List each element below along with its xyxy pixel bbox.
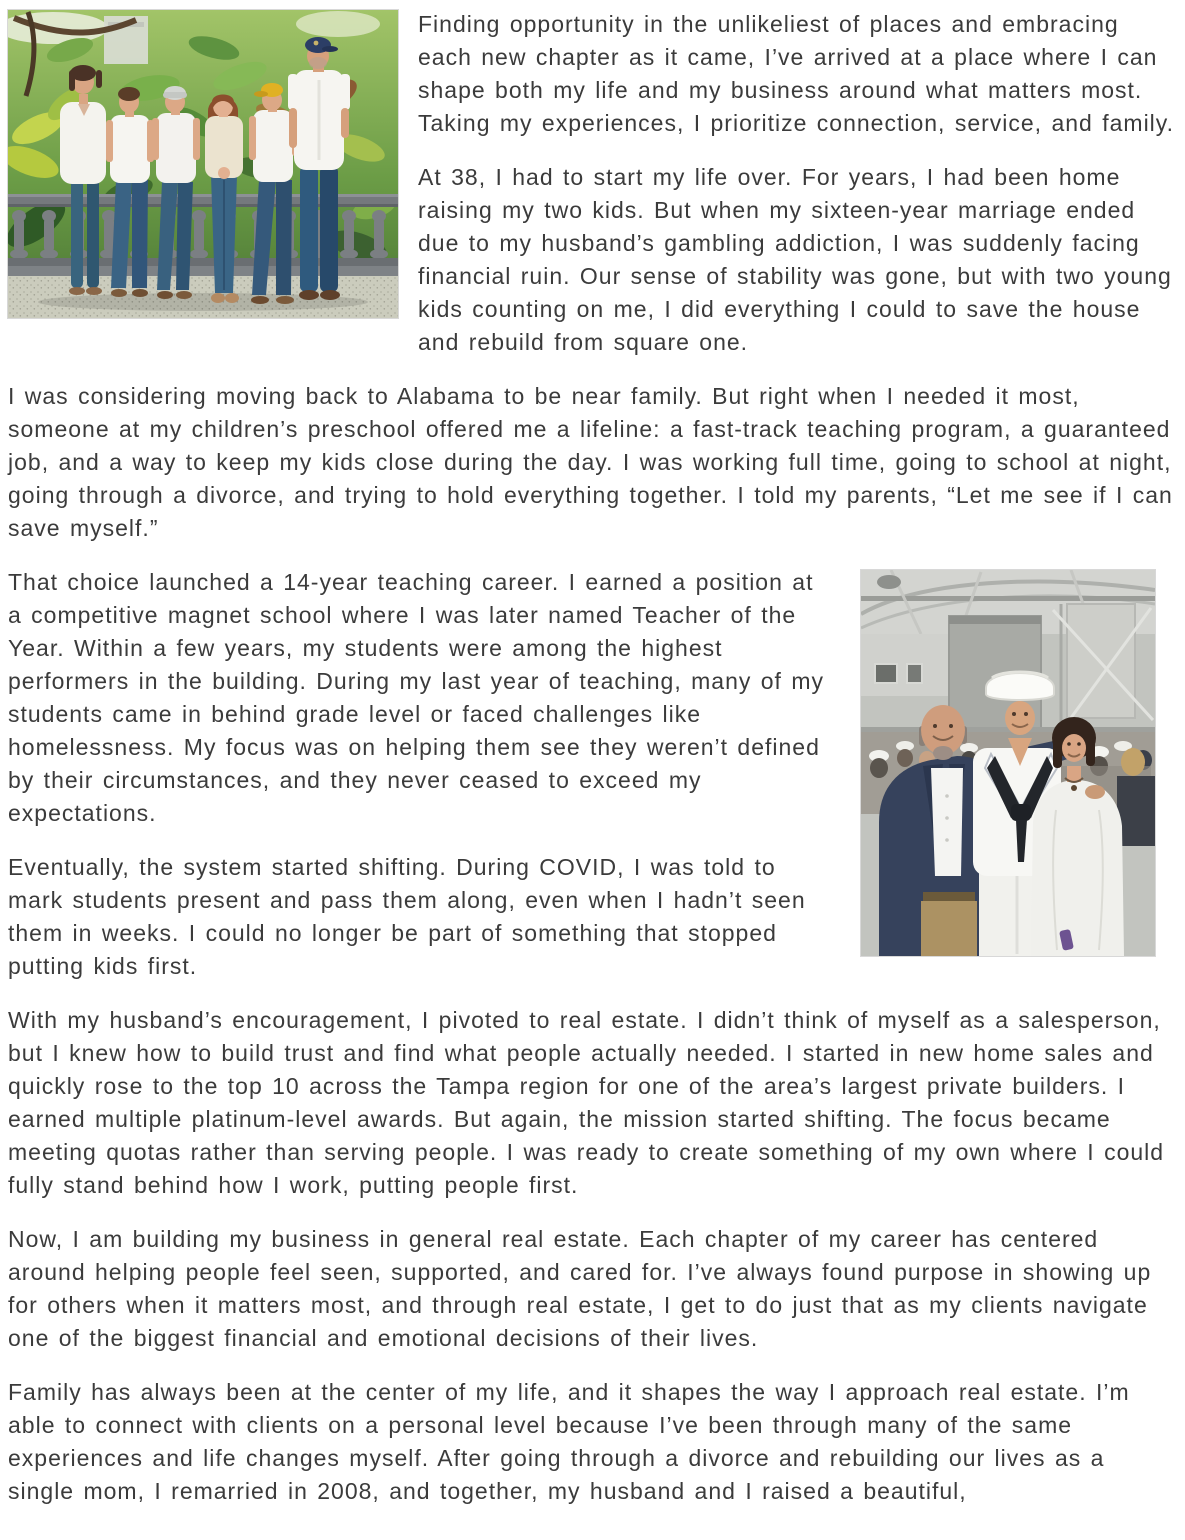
real-estate-pivot-paragraph: With my husband’s encouragement, I pivoted to real estate. I didn’t think of myself as a salesperson, but I knew how to build trust and find what people actually needed. I started in new home sales and quickly rose to the top 10 across the Tampa region for one of the area’s largest private builders. I earned multiple platinum-level awards. But again, the mission started shifting. The focus became meeting quotas rather than serving people. I was ready to create something of my own where I could fully stand behind how I work, putting people first. [8,1007,1165,1198]
wall-window [875,664,897,683]
teaching-career-paragraph [8,566,1177,830]
family-values-paragraph: Family has always been at the center of my life, and it shapes the way I approach real estate. I’m able to connect with clients on a personal level because I’ve been through many of the same experiences and life changes myself. After going through a divorce and rebuilding our lives as a single mom, I remarried in 2008, and together, my husband and I raised a beautiful, [8,1379,1130,1504]
current-business-paragraph: Now, I am building my business in general real estate. Each chapter of my career has centered around helping people feel seen, supported, and cared for. I’ve always found purpose in showing up for others when it matters most, and through real estate, I get to do just that as my clients navigate one of the biggest financial and emotional decisions of their lives. [8,1226,1152,1351]
teaching-career-text: That choice launched a 14-year teaching career. I earned a position at a competitive magnet school where I was later named Teacher of the Year. Within a few years, my students were among the highest performers in the building. During my last year of teaching, many of my students came in behind grade level or faced challenges like homelessness. My focus was on helping them see they weren’t defined by their circumstances, and they never ceased to exceed my expectations. [8,569,824,826]
navy-graduation-photo [861,570,1155,956]
intro-paragraph: Finding opportunity in the unlikeliest of places and embracing each new chapter as it came, I’ve arrived at a place where I can shape both my life and my business around what matters most. Taking my experiences, I prioritize connection, service, and family. [418,11,1174,136]
lifeline-paragraph: I was considering moving back to Alabama to be near family. But right when I needed it most, someone at my children’s preschool offered me a lifeline: a fast-track teaching program, a guaranteed job, and a way to keep my kids close during the day. I was working full time, going to school at night, going through a divorce, and trying to hold everything together. I told my parents, “Let me see if I can save myself.” [8,383,1173,541]
covid-shift-paragraph: Eventually, the system started shifting. During COVID, I was told to mark students present and pass them along, even when I hadn’t seen them in weeks. I could no longer be part of something that stopped putting kids first. [8,854,806,979]
sailor-cap [986,673,1054,700]
wall-window [907,664,922,683]
starting-over-paragraph: At 38, I had to start my life over. For years, I had been home raising my two kids. But when my sixteen-year marriage ended due to my husband’s gambling addiction, I was suddenly facing financial ruin. Our sense of stability was gone, but with two young kids counting on me, I did everything I could to save the house and rebuild from square one. [418,164,1172,355]
family-photo [8,10,398,318]
